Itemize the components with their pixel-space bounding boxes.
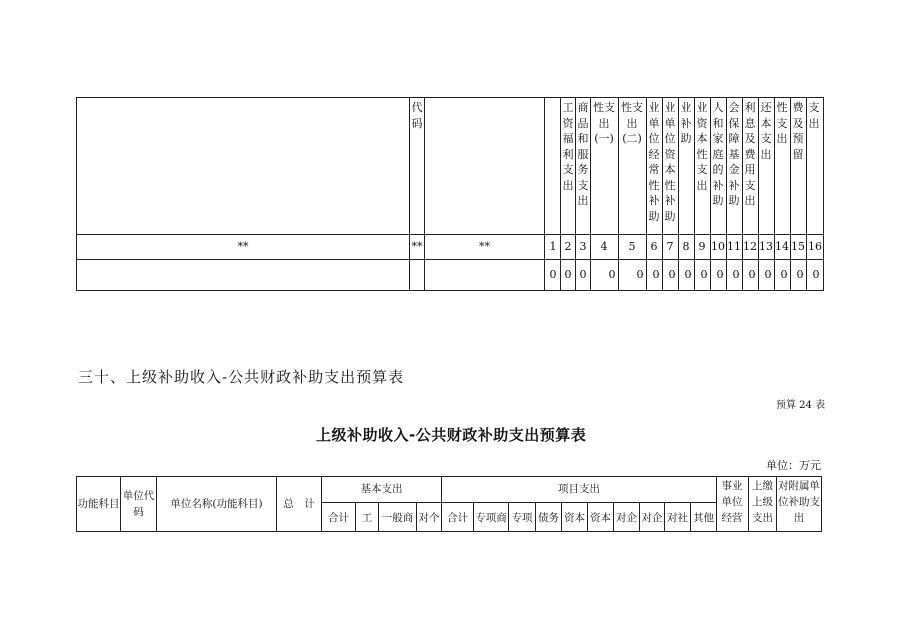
subheader-project-capital-1: 资本	[564, 512, 585, 524]
header-project-expenditure: 项目支出	[558, 483, 600, 495]
col-header-capital-2: 性支出(二)	[621, 101, 643, 145]
value-cell: 0	[579, 268, 587, 281]
subheader-project-enterprise-2: 对企	[641, 512, 663, 524]
subheader-project-other: 其他	[693, 512, 714, 524]
header-affiliate-subsidy: 对附属单位补助支出	[778, 480, 820, 524]
index-number: 2	[564, 240, 572, 253]
index-number: 11	[727, 240, 741, 253]
index-cell: **	[479, 240, 490, 253]
index-number: 12	[743, 240, 757, 253]
col-header-goods: 商品和服务支出	[577, 101, 589, 207]
table-title: 上级补助收入-公共财政补助支出预算表	[316, 426, 587, 444]
index-number: 9	[698, 240, 706, 253]
subheader-basic-wage: 工	[361, 512, 373, 524]
col-header-unit-regular-subsidy: 业单位经常性补助	[648, 101, 660, 223]
value-cell: 0	[732, 268, 740, 281]
value-cell: 0	[812, 268, 820, 281]
index-number: 5	[628, 240, 636, 253]
index-number: 16	[808, 240, 822, 253]
subheader-project-special: 专项	[511, 512, 533, 524]
col-header-unit-capital-subsidy: 业单位资本性补助	[664, 101, 676, 223]
col-header-interest: 利息及费用支出	[744, 101, 756, 207]
header-remit-superior: 上缴上级支出	[752, 480, 773, 524]
index-number: 8	[682, 240, 690, 253]
value-cell: 0	[796, 268, 804, 281]
value-cell: 0	[608, 268, 616, 281]
col-header-other: 支出	[808, 101, 820, 130]
value-cell: 0	[684, 268, 692, 281]
header-total: 总 计	[283, 498, 315, 510]
subheader-project-social: 对社	[667, 512, 688, 524]
value-cell: 0	[716, 268, 724, 281]
index-cell: **	[411, 240, 423, 253]
value-cell: 0	[780, 268, 788, 281]
code-header: 代码	[411, 101, 423, 130]
value-cell: 0	[636, 268, 644, 281]
index-number: 7	[666, 240, 674, 253]
index-number: 6	[650, 240, 658, 253]
col-header-business-subsidy: 业补助	[680, 101, 692, 145]
col-header-wage: 工资福利支出	[562, 101, 574, 192]
col-header-nature: 性支出	[776, 101, 788, 145]
subheader-project-enterprise-1: 对企	[616, 512, 637, 524]
subheader-project-debt: 债务	[538, 512, 559, 524]
value-cell: 0	[549, 268, 557, 281]
header-basic-expenditure: 基本支出	[360, 483, 403, 495]
index-number: 3	[579, 240, 587, 253]
value-cell: 0	[564, 268, 572, 281]
subheader-basic-total: 合计	[328, 512, 349, 524]
col-header-principal: 还本支出	[760, 101, 772, 161]
index-cell: **	[237, 240, 249, 253]
subheader-project-goods: 专项商	[475, 512, 507, 524]
index-number: 1	[549, 240, 557, 253]
index-number: 14	[775, 240, 789, 253]
value-cell: 0	[668, 268, 676, 281]
value-cell: 0	[652, 268, 660, 281]
col-header-reserve: 费及预留	[792, 101, 804, 161]
subheader-basic-personal: 对个	[418, 512, 440, 524]
subheader-project-total: 合计	[447, 512, 468, 524]
header-unit-name: 单位名称(功能科目)	[170, 498, 263, 510]
header-function-subject: 功能科目	[77, 498, 120, 510]
header-business-operation: 事业单位经营	[721, 480, 743, 524]
subheader-basic-general: 一般商	[381, 512, 414, 524]
value-cell: 0	[748, 268, 756, 281]
col-header-business-capital: 业资本性支出	[696, 101, 708, 192]
header-unit-code: 单位代码	[122, 490, 155, 518]
col-header-household: 人和家庭的补助	[712, 101, 724, 207]
col-header-social-security: 会保障基金补助	[728, 101, 740, 207]
unit-label: 单位：万元	[766, 459, 821, 472]
form-number: 预算 24 表	[776, 400, 826, 411]
value-cell: 0	[700, 268, 708, 281]
subheader-project-capital-2: 资本	[590, 512, 611, 524]
section-heading: 三十、上级补助收入-公共财政补助支出预算表	[78, 368, 405, 386]
index-number: 4	[600, 240, 608, 253]
index-number: 10	[711, 240, 725, 253]
value-cell: 0	[764, 268, 772, 281]
col-header-capital-1: 性支出(一)	[593, 101, 615, 145]
index-number: 13	[759, 240, 773, 253]
index-number: 15	[791, 240, 805, 253]
